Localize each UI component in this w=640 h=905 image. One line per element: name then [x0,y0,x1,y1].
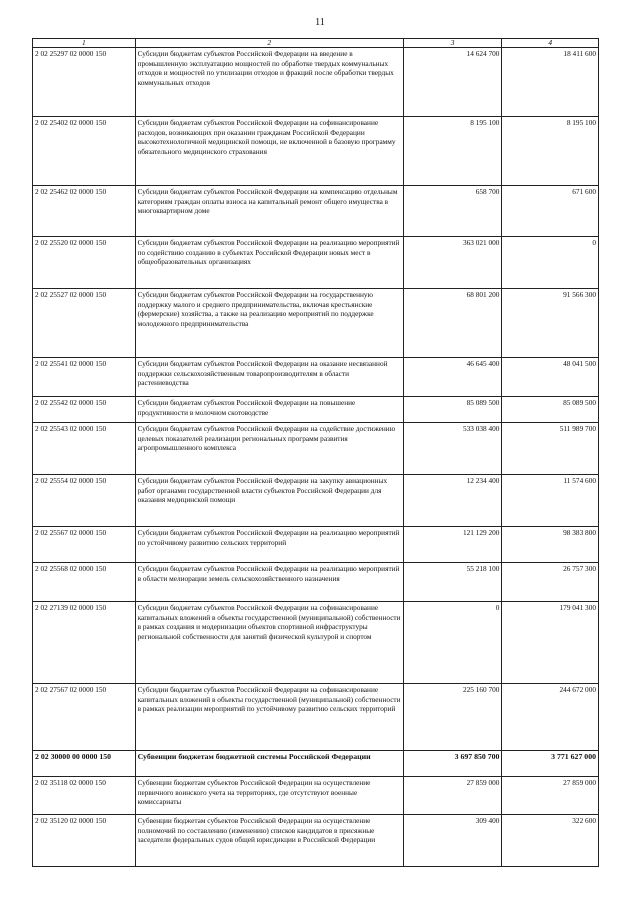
table-header-row [33,39,599,48]
table-row [33,397,599,423]
row-code: 2 02 25462 02 0000 150 [33,186,136,237]
row-name: Субсидии бюджетам субъектов Российской Федерации на софинансирование капитальных вложений в объекты государственной (муниципальной) собственности в рамках создания и модернизации объектов спортивной инфраструктуры региональной собственности для занятий физической культурой и спортом [135,602,403,684]
row-amount-year1: 121 129 200 [403,527,502,563]
row-amount-year2: 0 [502,237,599,289]
row-amount-year2: 11 574 600 [502,475,599,527]
table-row [33,527,599,563]
row-amount-year1: 658 700 [403,186,502,237]
row-name: Субсидии бюджетам субъектов Российской Федерации на реализацию мероприятий по устойчивому развитию сельских территорий [135,527,403,563]
table-row [33,602,599,684]
row-name: Субвенции бюджетам субъектов Российской Федерации на осуществление полномочий по составлению (изменению) списков кандидатов в присяжные заседатели федеральных судов общей юрисдикции в Российской Федерации [135,815,403,867]
row-amount-year2: 671 600 [502,186,599,237]
row-name: Субсидии бюджетам субъектов Российской Федерации на оказание несвязанной поддержки сельскохозяйственным товаропроизводителям в области растениеводства [135,358,403,397]
row-name: Субсидии бюджетам субъектов Российской Федерации на закупку авиационных работ органами государственной власти субъектов Российской Федерации для оказания медицинской помощи [135,475,403,527]
row-amount-year2: 322 600 [502,815,599,867]
row-amount-year2: 8 195 100 [502,117,599,186]
row-code: 2 02 25543 02 0000 150 [33,423,136,475]
table-row [33,237,599,289]
row-code: 2 02 25554 02 0000 150 [33,475,136,527]
row-name: Субвенции бюджетам бюджетной системы Российской Федерации [135,751,403,777]
row-name: Субсидии бюджетам субъектов Российской Федерации на повышение продуктивности в молочном скотоводстве [135,397,403,423]
row-amount-year1: 46 645 400 [403,358,502,397]
row-name: Субсидии бюджетам субъектов Российской Федерации на софинансирование капитальных вложений в объекты государственной (муниципальной) собственности в рамках реализации мероприятий по устойчивому развитию сельских территорий [135,684,403,751]
row-name: Субсидии бюджетам субъектов Российской Федерации на содействие достижению целевых показателей реализации региональных программ развития агропромышленного комплекса [135,423,403,475]
row-amount-year1: 8 195 100 [403,117,502,186]
row-code: 2 02 25568 02 0000 150 [33,563,136,602]
row-code: 2 02 25541 02 0000 150 [33,358,136,397]
table-row [33,777,599,815]
page-number: 11 [315,17,325,28]
budget-table [32,38,599,867]
table-row [33,563,599,602]
row-code: 2 02 25527 02 0000 150 [33,289,136,358]
table-row [33,358,599,397]
row-amount-year2: 3 771 627 000 [502,751,599,777]
row-code: 2 02 25567 02 0000 150 [33,527,136,563]
row-name: Субсидии бюджетам субъектов Российской Федерации на реализацию мероприятий по содействию созданию в субъектах Российской Федерации новых мест в общеобразовательных организациях [135,237,403,289]
row-amount-year2: 511 989 700 [502,423,599,475]
table-row [33,289,599,358]
table-row [33,475,599,527]
row-code: 2 02 30000 00 0000 150 [33,751,136,777]
row-amount-year1: 0 [403,602,502,684]
row-name: Субсидии бюджетам субъектов Российской Федерации на реализацию мероприятий в области мелиорации земель сельскохозяйственного назначения [135,563,403,602]
row-code: 2 02 35118 02 0000 150 [33,777,136,815]
row-amount-year2: 179 041 300 [502,602,599,684]
column-header-year1: 3 [403,39,502,48]
row-code: 2 02 25520 02 0000 150 [33,237,136,289]
row-amount-year1: 55 218 100 [403,563,502,602]
row-amount-year1: 14 624 700 [403,48,502,117]
row-amount-year2: 98 383 800 [502,527,599,563]
row-amount-year1: 225 160 700 [403,684,502,751]
row-code: 2 02 35120 02 0000 150 [33,815,136,867]
table-row [33,684,599,751]
row-amount-year1: 3 697 850 700 [403,751,502,777]
column-header-code: 1 [33,39,136,48]
row-code: 2 02 25402 02 0000 150 [33,117,136,186]
row-amount-year1: 12 234 400 [403,475,502,527]
row-amount-year2: 26 757 300 [502,563,599,602]
table-row [33,186,599,237]
row-name: Субсидии бюджетам субъектов Российской Федерации на государственную поддержку малого и среднего предпринимательства, включая крестьянские (фермерские) хозяйства, а также на реализацию мероприятий по поддержке молодежного предпринимательства [135,289,403,358]
row-amount-year1: 27 859 000 [403,777,502,815]
row-code: 2 02 27139 02 0000 150 [33,602,136,684]
table-row [33,815,599,867]
row-amount-year1: 85 089 500 [403,397,502,423]
row-name: Субсидии бюджетам субъектов Российской Федерации на введение в промышленную эксплуатацию мощностей по обработке твердых коммунальных отходов и мощностей по утилизации отходов и фракций после обработки твердых коммунальных отходов [135,48,403,117]
row-name: Субвенции бюджетам субъектов Российской Федерации на осуществление первичного воинского учета на территориях, где отсутствуют военные комиссариаты [135,777,403,815]
row-amount-year1: 363 021 000 [403,237,502,289]
column-header-year2: 4 [502,39,599,48]
row-amount-year2: 27 859 000 [502,777,599,815]
row-amount-year1: 533 038 400 [403,423,502,475]
row-amount-year2: 85 089 500 [502,397,599,423]
row-amount-year1: 68 801 200 [403,289,502,358]
table-row [33,117,599,186]
row-amount-year2: 18 411 600 [502,48,599,117]
row-amount-year1: 309 400 [403,815,502,867]
table-row [33,751,599,777]
row-code: 2 02 27567 02 0000 150 [33,684,136,751]
row-name: Субсидии бюджетам субъектов Российской Федерации на софинансирование расходов, возникающих при оказании гражданам Российской Федерации высокотехнологичной медицинской помощи, не включенной в базовую программу обязательного медицинского страхования [135,117,403,186]
row-amount-year2: 91 566 300 [502,289,599,358]
table-row [33,48,599,117]
row-name: Субсидии бюджетам субъектов Российской Федерации на компенсацию отдельным категориям граждан оплаты взноса на капитальный ремонт общего имущества в многоквартирном доме [135,186,403,237]
row-code: 2 02 25542 02 0000 150 [33,397,136,423]
table-body [33,48,599,867]
row-amount-year2: 244 672 000 [502,684,599,751]
column-header-name: 2 [135,39,403,48]
row-code: 2 02 25297 02 0000 150 [33,48,136,117]
table-row [33,423,599,475]
row-amount-year2: 48 041 500 [502,358,599,397]
